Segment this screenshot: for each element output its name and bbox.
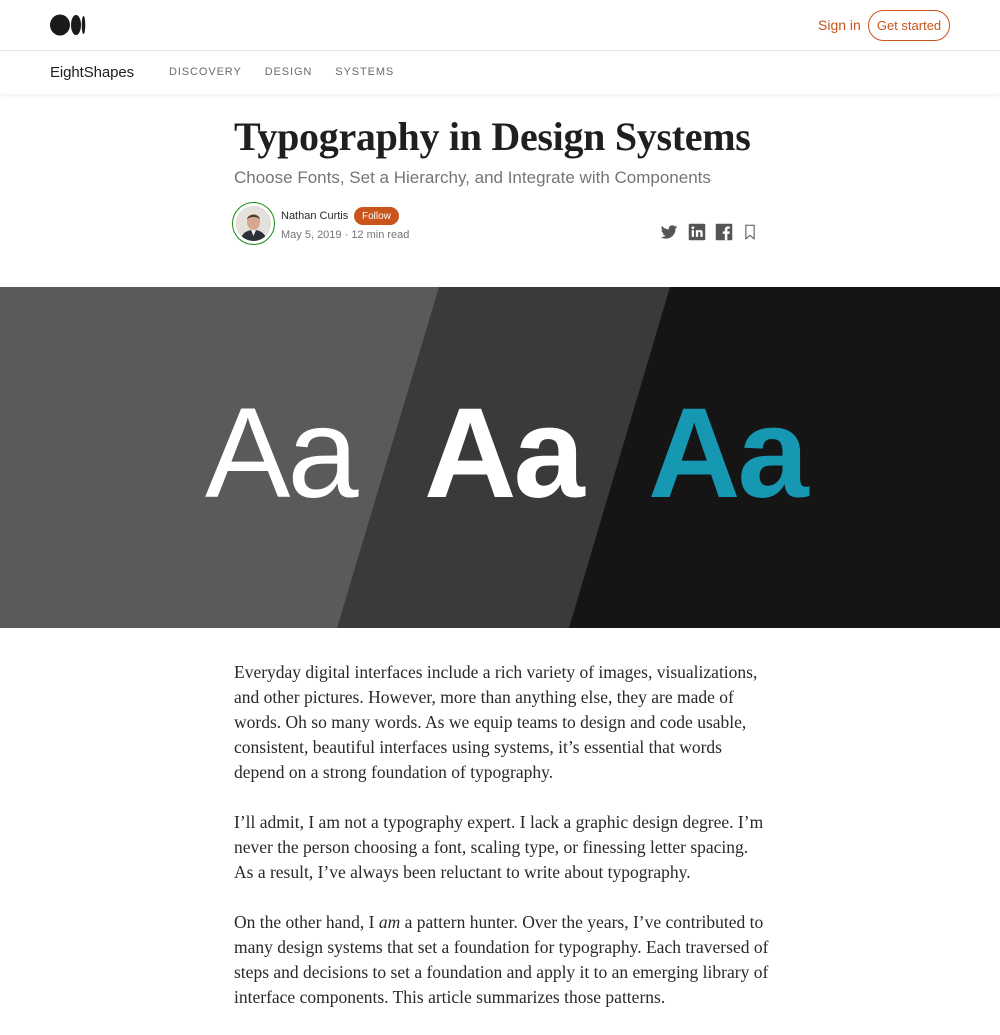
sign-in-link[interactable]: Sign in — [818, 17, 861, 33]
author-name[interactable]: Nathan Curtis — [281, 210, 349, 222]
get-started-button[interactable]: Get started — [868, 10, 950, 41]
article-body — [234, 660, 769, 1035]
linkedin-icon[interactable] — [688, 223, 706, 241]
paragraph-text: a pattern hunter. Over the years, I’ve contributed to many design systems that set a foundation for typography. Each traversed of steps and decisions to set a foundation and apply it to an emerging library of interface components. This article summarizes those patterns. — [234, 912, 769, 1007]
follow-button[interactable]: Follow — [354, 207, 399, 225]
paragraph — [234, 910, 769, 1010]
publication-nav — [0, 52, 1000, 94]
article-meta: May 5, 2019 · 12 min read — [281, 229, 410, 241]
paragraph: Everyday digital interfaces include a rich variety of images, visualizations, and other pictures. However, more than anything else, they are made of words. Oh so many words. As we equip teams to design and code usable, consistent, beautiful interfaces using systems, it’s essential that words depend on a strong foundation of typography. — [234, 662, 758, 782]
hero-sample-accent: Aa — [648, 382, 806, 525]
medium-logo-icon[interactable] — [50, 14, 86, 36]
publication-name[interactable]: EightShapes — [50, 64, 134, 81]
nav-item-systems[interactable]: SYSTEMS — [335, 66, 395, 78]
article-title: Typography in Design Systems — [234, 114, 751, 159]
paragraph: I’ll admit, I am not a typography expert. I lack a graphic design degree. I’m never the person choosing a font, scaling type, or finessing letter spacing. As a result, I’ve always been reluctant to write about typography. — [234, 812, 764, 882]
article-subtitle: Choose Fonts, Set a Hierarchy, and Integrate with Components — [234, 168, 711, 187]
hero-sample-light: Aa — [205, 382, 356, 525]
nav-item-discovery[interactable]: DISCOVERY — [169, 66, 242, 78]
bookmark-icon[interactable] — [741, 223, 759, 241]
publication-nav-links — [169, 66, 417, 78]
top-bar — [0, 0, 1000, 51]
hero-sample-bold: Aa — [424, 382, 582, 525]
twitter-icon[interactable] — [660, 223, 678, 241]
paragraph-text: On the other hand, I — [234, 912, 379, 932]
paragraph-emphasis: am — [378, 912, 401, 932]
nav-item-design[interactable]: DESIGN — [264, 66, 313, 78]
facebook-icon[interactable] — [715, 223, 733, 241]
avatar[interactable] — [236, 206, 271, 241]
